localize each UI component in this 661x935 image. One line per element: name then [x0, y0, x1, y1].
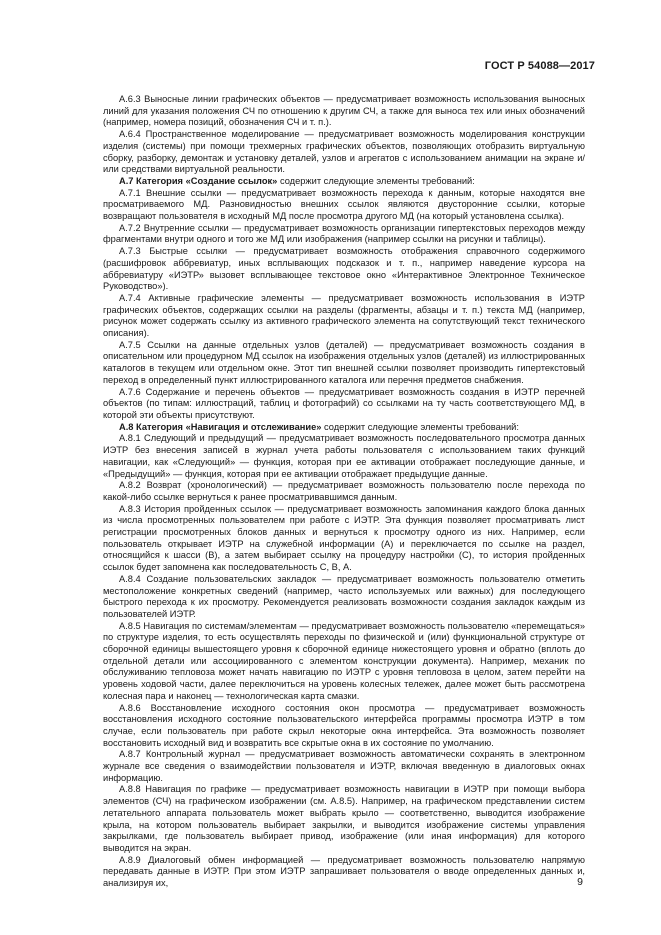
page-number: 9 — [577, 876, 583, 888]
paragraph: А.8.6 Восстановление исходного состояния окон просмотра — предусматривает возможность восстановления исходного состояние пользовательского интерфейса программы просмотра ИЭТР в том случае, если пользователь при работе скрыл некоторые окна интерфейса. Эта возможность позволяет восстановить исходный вид и возвратить все скрытые окна в их состояние по умолчанию. — [103, 702, 585, 748]
paragraph: А.7.3 Быстрые ссылки — предусматривает возможность отображения справочного содержимого (расшифровок аббревиатур, иных всплывающих подсказок и т. п., например наведение курсора на аббревиатуру «ИЭТР» вызовет всплывающее текстовое окно «Интерактивное Электронное Техническое Руководство»). — [103, 246, 585, 292]
paragraph: А.6.4 Пространственное моделирование — предусматривает возможность моделирования конструкции изделия (системы) при помощи трехмерных графических объектов, позволяющих отобразить виртуальную сборку, разборку, демонтаж и установку деталей, узлов и агрегатов с использованием анимации на экране и/или средствами виртуальной реальности. — [103, 129, 585, 175]
body-text — [103, 94, 585, 890]
paragraph: А.8.3 История пройденных ссылок — предусматривает возможность запоминания каждого блока данных из числа просмотренных пользователем при работе с ИЭТР. Эта функция позволяет просматривать лист регистрации просмотренных блоков данных и вернуться к просмотру одного из них. Например, если пользователь открывает ИЭТР на служебной информации (А) и переключается по ссылке на раздел, относящийся к шасси (В), а затем выбирает ссылку на процедуру настройки (С), то история пройденных ссылок будет запомнена как последовательность С, В, А. — [103, 503, 585, 573]
paragraph: А.8.1 Следующий и предыдущий — предусматривает возможность последовательного просмотра данных ИЭТР без внесения записей в журнал учета работы пользователя с использованием таких функций навигации, как «Следующий» — функция, которая при ее активации отображает последующие данные, и «Предыдущий» — функция, которая при ее активации отображает предыдущие данные. — [103, 433, 585, 479]
paragraph: А.7.4 Активные графические элементы — предусматривает возможность использования в ИЭТР графических объектов, содержащих ссылки на разделы (фрагменты, абзацы и т. п.) текста МД (например, рисунок может содержать ссылку из активного графического элемента на сопутствующий текст технического описания). — [103, 292, 585, 339]
paragraph: А.8.9 Диалоговый обмен информацией — предусматривает возможность пользователю напрямую передавать данные в ИЭТР. При этом ИЭТР запрашивает пользователя о вводе определенных данных и, анализируя их, — [103, 854, 585, 889]
section-heading — [103, 422, 585, 434]
paragraph: А.7.1 Внешние ссылки — предусматривает возможность перехода к данным, которые находятся вне просматриваемого МД. Разновидностью внешних ссылок являются двусторонние ссылки, которые возвращают пользователя в исходный МД после просмотра другого МД (на который установлена ссылка). — [103, 187, 585, 222]
section-heading-bold: А.7 Категория «Создание ссылок» — [119, 175, 278, 186]
section-heading-rest: содержит следующие элементы требований: — [277, 175, 475, 186]
paragraph: А.6.3 Выносные линии графических объектов — предусматривает возможность использования выносных линий для указания положения СЧ по отношению к другим СЧ, а также для выноса тех или иных обозначений (например, номера позиций, обозначения СЧ и т. п.). — [103, 94, 585, 128]
paragraph: А.8.5 Навигация по системам/элементам — предусматривает возможность пользователю «перемещаться» по структуре изделия, то есть осуществлять переходы по физической и (или) функциональной структуре от сборочной единицы вышестоящего уровня к сборочной единице нижестоящего уровня и обратно (вплоть до отдельной детали или ассоциированного с элементом конструкции документа). Например, механик по обслуживанию тепловоза может начать навигацию по ИЭТР с уровня тепловоза в целом, затем перейти на уровень ходовой части, далее переключиться на уровень колесных тележек, далее может быть рассмотрена колесная пара и наконец — технологическая карта смазки. — [103, 620, 585, 701]
paragraph: А.7.2 Внутренние ссылки — предусматривает возможность организации гипертекстовых переходов между фрагментами внутри одного и того же МД или изображения (например ссылки на рисунки и таблицы). — [103, 222, 585, 245]
section-heading — [103, 176, 585, 188]
paragraph: А.7.5 Ссылки на данные отдельных узлов (деталей) — предусматривает возможность создания в описательном или процедурном МД ссылок на изображения отдельных узлов (деталей) из иллюстрированных каталогов в текущем или отдельном окне. Этот тип внешней ссылки позволяет производить гипертекстовый переход в определенный пункт иллюстрированного каталога или перечня предметов снабжения. — [103, 339, 585, 385]
paragraph: А.8.7 Контрольный журнал — предусматривает возможность автоматически сохранять в электронном журнале все сведения о взаимодействии пользователя и ИЭТР, включая введенную в диалоговых окнах информацию. — [103, 749, 585, 783]
section-heading-rest: содержит следующие элементы требований: — [321, 421, 519, 432]
paragraph: А.8.8 Навигация по графике — предусматривает возможность навигации в ИЭТР при помощи выбора элементов (СЧ) на графическом изображении (см. А.8.5). Например, на графическом представлении систем летательного аппарата пользователь может выбрать крыло — соответственно, выводится изображение крыла, на котором пользователь выбирает закрылки, и выводится изображение системы управления закрылками, где пользователь выбирает привод, изображение (или иная информация) для которого выводится на экран. — [103, 784, 585, 853]
paragraph: А.7.6 Содержание и перечень объектов — предусматривает возможность создания в ИЭТР перечней объектов (по типам: иллюстраций, таблиц и фотографий) со ссылками на ту часть соответствующего МД, в которой эти объекты присутствуют. — [103, 386, 585, 420]
section-heading-bold: А.8 Категория «Навигация и отслеживание» — [119, 421, 322, 432]
paragraph: А.8.4 Создание пользовательских закладок — предусматривает возможность пользователю отметить местоположение конкретных сведений (например, часто используемых или важных) для последующего быстрого перехода к их просмотру. Рекомендуется реализовать возможности создания закладок каждым из пользователей ИЭТР. — [103, 573, 585, 619]
document-id: ГОСТ Р 54088—2017 — [484, 60, 595, 72]
paragraph: А.8.2 Возврат (хронологический) — предусматривает возможность пользователю после перехода по какой-либо ссылке вернуться к ранее просматривавшимся данным. — [103, 480, 585, 502]
